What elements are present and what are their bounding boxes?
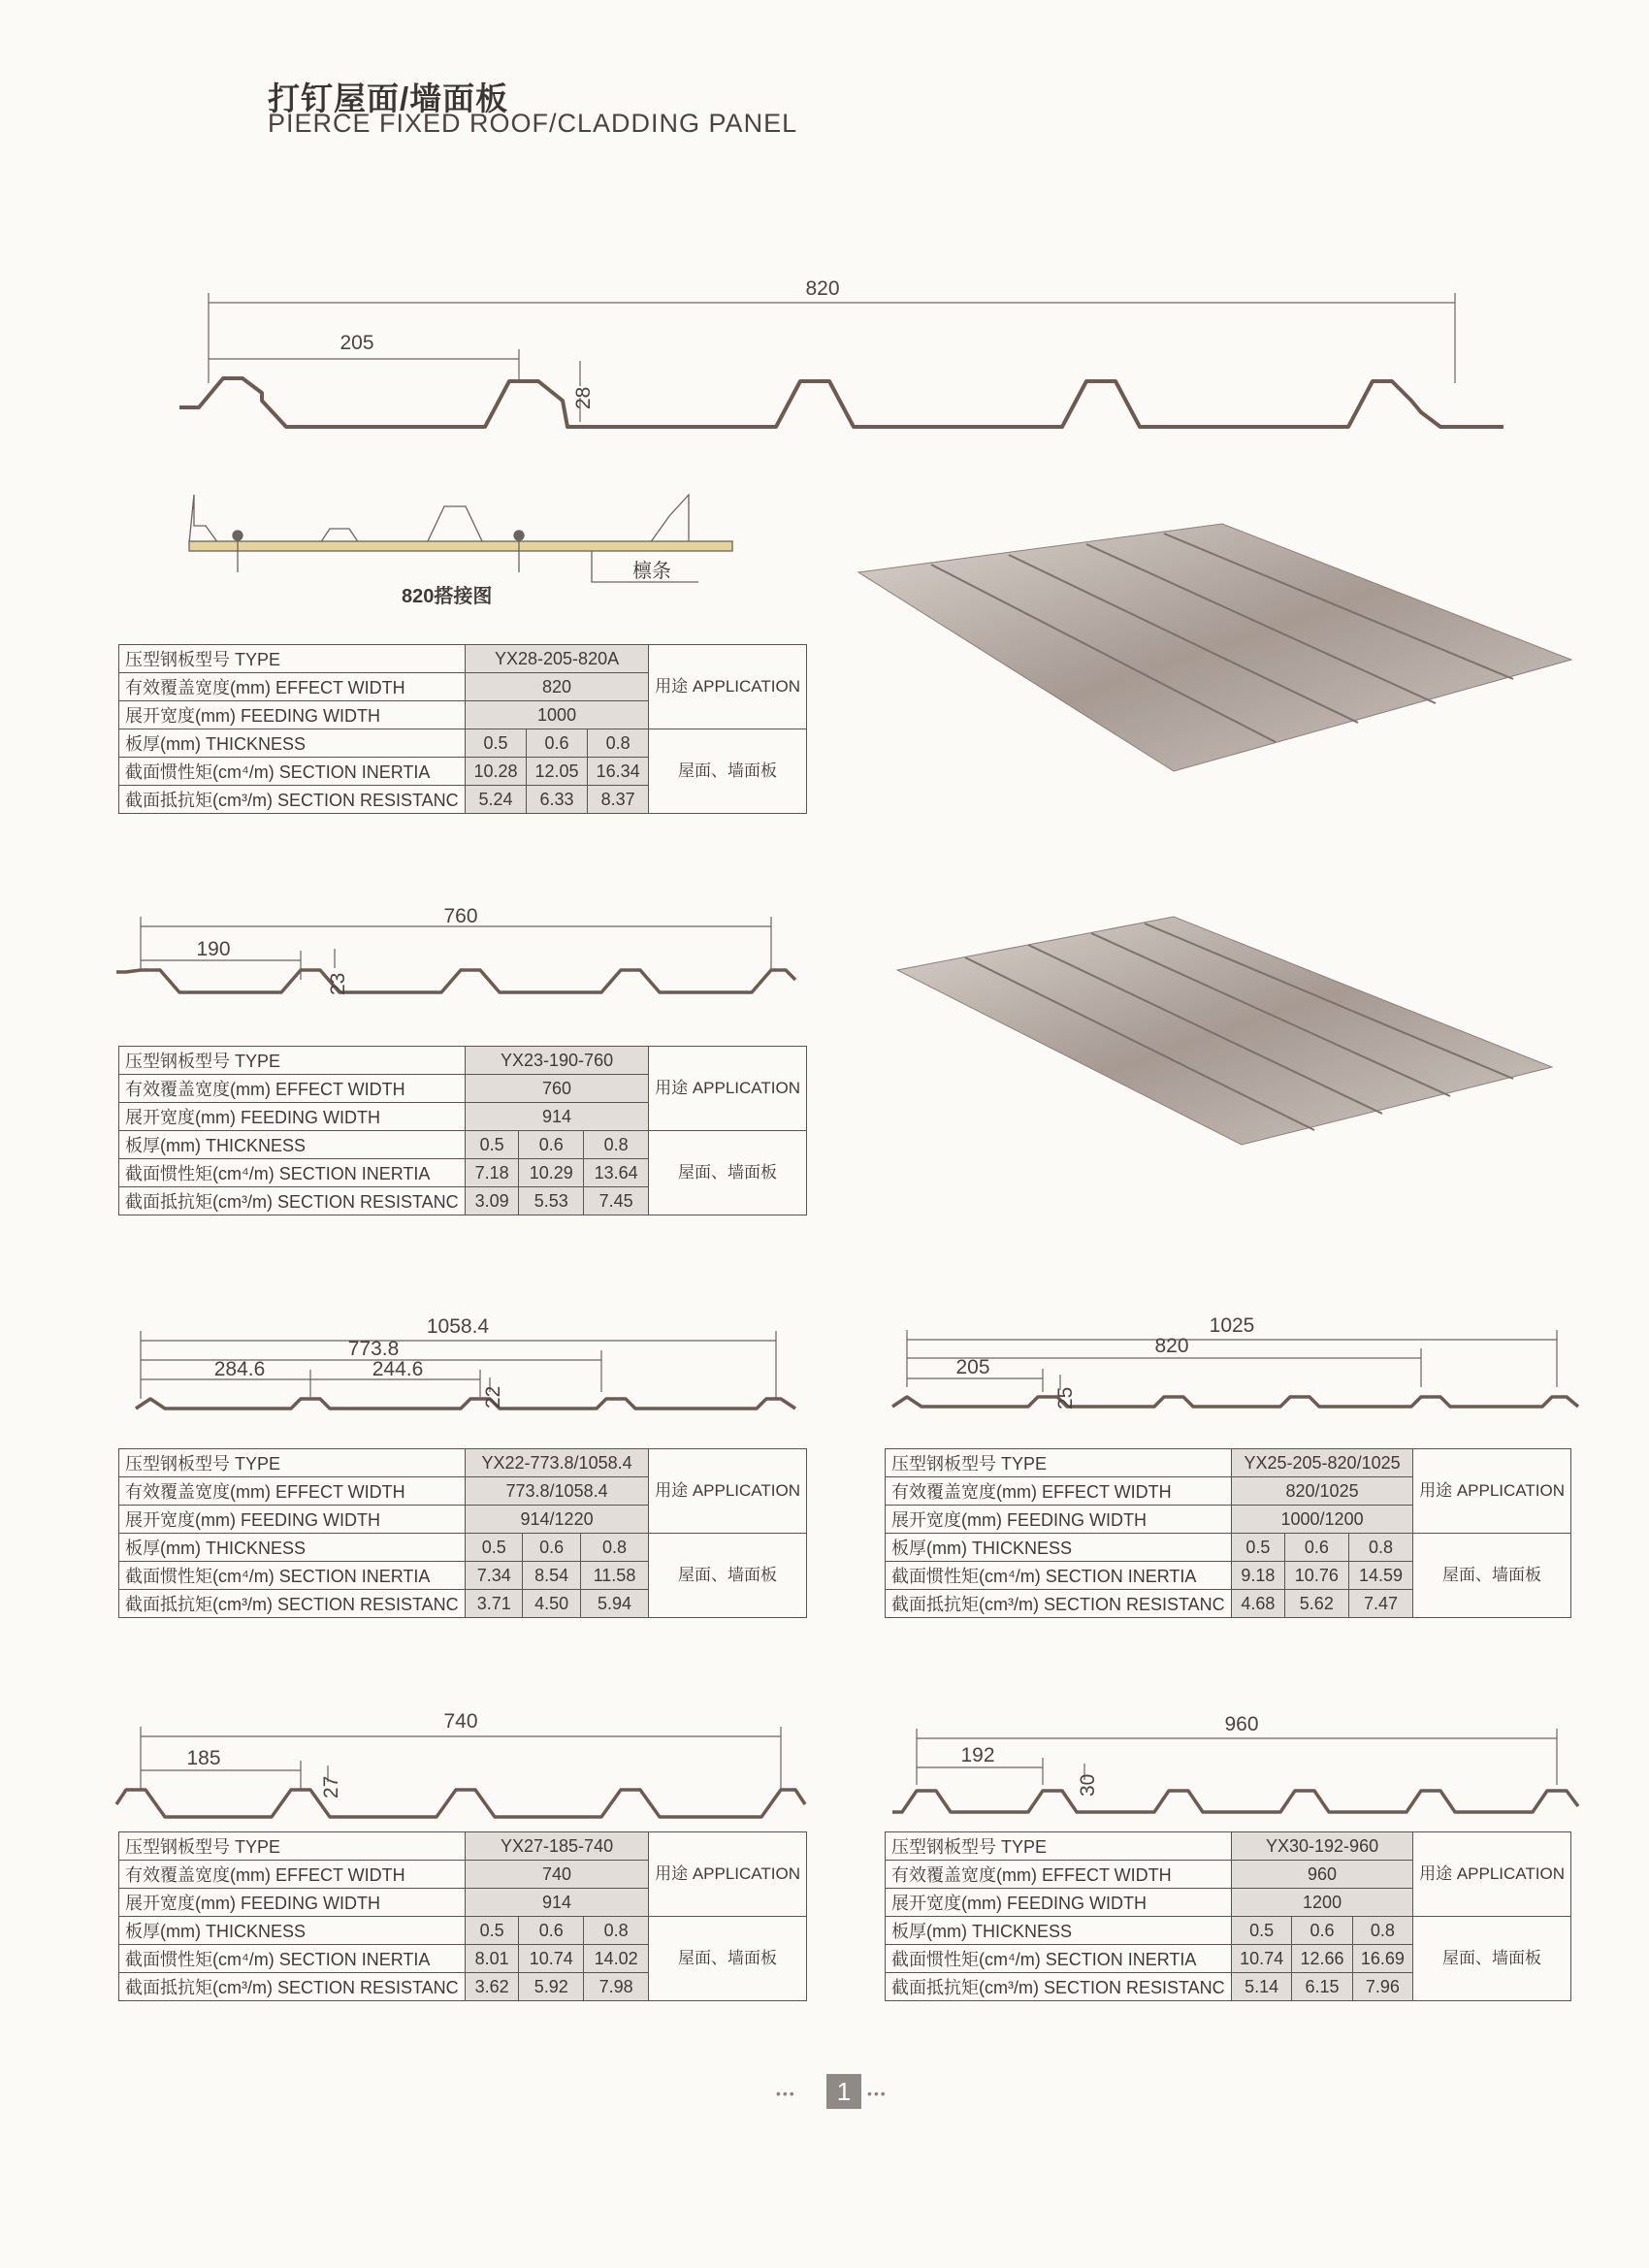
dim-mid-yx25: 820 xyxy=(1154,1335,1189,1357)
row-label: 有效覆盖宽度(mm) EFFECT WIDTH xyxy=(886,1477,1232,1506)
row-label: 展开宽度(mm) FEEDING WIDTH xyxy=(119,1103,466,1131)
row-label: 板厚(mm) THICKNESS xyxy=(119,1534,466,1562)
effect-width-value: 820/1025 xyxy=(1232,1477,1413,1506)
type-value: YX28-205-820A xyxy=(466,645,649,673)
resistance-value: 5.62 xyxy=(1284,1590,1348,1618)
dim-height-yx28: 28 xyxy=(572,386,595,409)
inertia-value: 8.01 xyxy=(466,1945,519,1973)
resistance-value: 3.62 xyxy=(466,1973,519,2001)
dim-total-yx28: 820 xyxy=(805,277,840,300)
resistance-value: 7.96 xyxy=(1352,1973,1412,2001)
page-indicator xyxy=(776,2074,912,2109)
feeding-width-value: 914 xyxy=(466,1889,649,1917)
application-value: 屋面、墙面板 xyxy=(1413,1917,1571,2001)
row-label: 展开宽度(mm) FEEDING WIDTH xyxy=(886,1889,1232,1917)
dim-pitch2-yx22: 244.6 xyxy=(372,1358,424,1380)
page-title-en: PIERCE FIXED ROOF/CLADDING PANEL xyxy=(268,109,798,138)
thickness-value: 0.8 xyxy=(584,1131,649,1159)
application-label: 用途 APPLICATION xyxy=(649,1449,807,1534)
profile-diagram-yx30 xyxy=(888,1713,1586,1824)
spec-table-yx25 xyxy=(885,1448,1571,1618)
dim-pitch-yx22: 284.6 xyxy=(213,1358,266,1380)
thickness-value: 0.5 xyxy=(466,1131,519,1159)
thickness-value: 0.5 xyxy=(1232,1917,1292,1945)
application-label: 用途 APPLICATION xyxy=(649,1047,807,1131)
row-label: 截面抵抗矩(cm³/m) SECTION RESISTANC xyxy=(119,786,466,814)
page-number: 1 xyxy=(826,2074,861,2109)
row-label: 截面抵抗矩(cm³/m) SECTION RESISTANC xyxy=(886,1973,1232,2001)
inertia-value: 16.69 xyxy=(1352,1945,1412,1973)
dim-pitch-yx27: 185 xyxy=(186,1747,221,1769)
spec-table-yx28 xyxy=(118,644,807,814)
dim-total-yx25: 1025 xyxy=(1209,1314,1255,1337)
thickness-value: 0.8 xyxy=(588,729,649,758)
resistance-value: 7.45 xyxy=(584,1187,649,1215)
resistance-value: 6.33 xyxy=(527,786,588,814)
inertia-value: 10.74 xyxy=(1232,1945,1292,1973)
overlap-diagram xyxy=(184,475,747,592)
inertia-value: 13.64 xyxy=(584,1159,649,1187)
inertia-value: 14.59 xyxy=(1348,1562,1412,1590)
resistance-value: 7.98 xyxy=(584,1973,649,2001)
feeding-width-value: 1000/1200 xyxy=(1232,1506,1413,1534)
row-label: 板厚(mm) THICKNESS xyxy=(886,1917,1232,1945)
row-label: 板厚(mm) THICKNESS xyxy=(119,1131,466,1159)
panel-photo-2 xyxy=(892,912,1552,1145)
profile-diagram-yx25 xyxy=(888,1314,1586,1421)
profile-diagram-yx22 xyxy=(121,1315,820,1426)
resistance-value: 7.47 xyxy=(1348,1590,1412,1618)
thickness-value: 0.6 xyxy=(1284,1534,1348,1562)
spec-table-yx22 xyxy=(118,1448,807,1618)
profile-diagram-yx23 xyxy=(112,905,810,1009)
spec-table-yx23 xyxy=(118,1046,807,1215)
thickness-value: 0.6 xyxy=(1292,1917,1352,1945)
feeding-width-value: 914/1220 xyxy=(466,1506,649,1534)
thickness-value: 0.5 xyxy=(466,1534,523,1562)
inertia-value: 8.54 xyxy=(523,1562,580,1590)
row-label: 压型钢板型号 TYPE xyxy=(886,1832,1232,1861)
row-label: 展开宽度(mm) FEEDING WIDTH xyxy=(886,1506,1232,1534)
inertia-value: 12.05 xyxy=(527,758,588,786)
dim-height-yx22: 22 xyxy=(482,1385,504,1409)
dim-total-yx23: 760 xyxy=(443,905,478,927)
feeding-width-value: 914 xyxy=(466,1103,649,1131)
feeding-width-value: 1000 xyxy=(466,701,649,729)
dim-height-yx27: 27 xyxy=(320,1775,342,1798)
row-label: 截面抵抗矩(cm³/m) SECTION RESISTANC xyxy=(886,1590,1232,1618)
dim-height-yx30: 30 xyxy=(1077,1773,1099,1797)
dim-mid-yx22: 773.8 xyxy=(347,1338,400,1360)
dim-pitch-yx30: 192 xyxy=(960,1744,995,1766)
profile-diagram-yx27 xyxy=(112,1712,810,1819)
inertia-value: 14.02 xyxy=(584,1945,649,1973)
row-label: 压型钢板型号 TYPE xyxy=(119,645,466,673)
inertia-value: 16.34 xyxy=(588,758,649,786)
inertia-value: 9.18 xyxy=(1232,1562,1285,1590)
type-value: YX27-185-740 xyxy=(466,1832,649,1861)
application-label: 用途 APPLICATION xyxy=(1413,1832,1571,1917)
pager-dots-right: ••• xyxy=(867,2086,888,2101)
row-label: 有效覆盖宽度(mm) EFFECT WIDTH xyxy=(119,1075,466,1103)
type-value: YX25-205-820/1025 xyxy=(1232,1449,1413,1477)
effect-width-value: 773.8/1058.4 xyxy=(466,1477,649,1506)
row-label: 压型钢板型号 TYPE xyxy=(119,1047,466,1075)
row-label: 压型钢板型号 TYPE xyxy=(119,1832,466,1861)
dim-height-yx23: 23 xyxy=(327,972,349,995)
inertia-value: 10.28 xyxy=(466,758,527,786)
dim-pitch-yx23: 190 xyxy=(196,938,231,960)
application-value: 屋面、墙面板 xyxy=(649,1534,807,1618)
row-label: 有效覆盖宽度(mm) EFFECT WIDTH xyxy=(886,1861,1232,1889)
application-value: 屋面、墙面板 xyxy=(649,1917,807,2001)
resistance-value: 3.71 xyxy=(466,1590,523,1618)
dim-pitch-yx28: 205 xyxy=(340,332,374,354)
row-label: 板厚(mm) THICKNESS xyxy=(886,1534,1232,1562)
resistance-value: 5.53 xyxy=(519,1187,584,1215)
inertia-value: 7.18 xyxy=(466,1159,519,1187)
row-label: 有效覆盖宽度(mm) EFFECT WIDTH xyxy=(119,1477,466,1506)
effect-width-value: 740 xyxy=(466,1861,649,1889)
panel-photo-1 xyxy=(854,514,1571,776)
row-label: 截面惯性矩(cm⁴/m) SECTION INERTIA xyxy=(119,1945,466,1973)
thickness-value: 0.6 xyxy=(519,1131,584,1159)
row-label: 截面抵抗矩(cm³/m) SECTION RESISTANC xyxy=(119,1973,466,2001)
profile-diagram-yx28 xyxy=(165,272,1523,446)
row-label: 展开宽度(mm) FEEDING WIDTH xyxy=(119,701,466,729)
dim-pitch-yx25: 205 xyxy=(955,1356,990,1378)
resistance-value: 8.37 xyxy=(588,786,649,814)
spec-table-yx27 xyxy=(118,1831,807,2001)
inertia-value: 10.76 xyxy=(1284,1562,1348,1590)
row-label: 压型钢板型号 TYPE xyxy=(886,1449,1232,1477)
application-value: 屋面、墙面板 xyxy=(649,1131,807,1215)
effect-width-value: 820 xyxy=(466,673,649,701)
dim-total-yx30: 960 xyxy=(1224,1713,1259,1735)
dim-total-yx27: 740 xyxy=(443,1710,478,1733)
thickness-value: 0.5 xyxy=(466,729,527,758)
resistance-value: 5.94 xyxy=(580,1590,648,1618)
application-value: 屋面、墙面板 xyxy=(649,729,807,814)
thickness-value: 0.6 xyxy=(523,1534,580,1562)
purlin-label: 檩条 xyxy=(632,561,671,582)
thickness-value: 0.6 xyxy=(527,729,588,758)
thickness-value: 0.5 xyxy=(1232,1534,1285,1562)
row-label: 有效覆盖宽度(mm) EFFECT WIDTH xyxy=(119,1861,466,1889)
resistance-value: 6.15 xyxy=(1292,1973,1352,2001)
pager-dots-left: ••• xyxy=(776,2086,796,2101)
type-value: YX30-192-960 xyxy=(1232,1832,1413,1861)
type-value: YX22-773.8/1058.4 xyxy=(466,1449,649,1477)
thickness-value: 0.8 xyxy=(1348,1534,1412,1562)
row-label: 截面惯性矩(cm⁴/m) SECTION INERTIA xyxy=(119,758,466,786)
row-label: 截面惯性矩(cm⁴/m) SECTION INERTIA xyxy=(119,1562,466,1590)
thickness-value: 0.8 xyxy=(580,1534,648,1562)
application-value: 屋面、墙面板 xyxy=(1413,1534,1571,1618)
row-label: 截面抵抗矩(cm³/m) SECTION RESISTANC xyxy=(119,1187,466,1215)
application-label: 用途 APPLICATION xyxy=(1413,1449,1571,1534)
type-value: YX23-190-760 xyxy=(466,1047,649,1075)
inertia-value: 10.29 xyxy=(519,1159,584,1187)
row-label: 展开宽度(mm) FEEDING WIDTH xyxy=(119,1889,466,1917)
inertia-value: 11.58 xyxy=(580,1562,648,1590)
row-label: 截面惯性矩(cm⁴/m) SECTION INERTIA xyxy=(886,1562,1232,1590)
thickness-value: 0.8 xyxy=(1352,1917,1412,1945)
row-label: 截面抵抗矩(cm³/m) SECTION RESISTANC xyxy=(119,1590,466,1618)
row-label: 截面惯性矩(cm⁴/m) SECTION INERTIA xyxy=(119,1159,466,1187)
resistance-value: 5.14 xyxy=(1232,1973,1292,2001)
application-label: 用途 APPLICATION xyxy=(649,1832,807,1917)
dim-total-yx22: 1058.4 xyxy=(426,1315,490,1338)
row-label: 截面惯性矩(cm⁴/m) SECTION INERTIA xyxy=(886,1945,1232,1973)
inertia-value: 7.34 xyxy=(466,1562,523,1590)
resistance-value: 4.68 xyxy=(1232,1590,1285,1618)
page-title-cn: 打钉屋面/墙面板 xyxy=(268,81,509,116)
resistance-value: 4.50 xyxy=(523,1590,580,1618)
row-label: 板厚(mm) THICKNESS xyxy=(119,1917,466,1945)
thickness-value: 0.8 xyxy=(584,1917,649,1945)
row-label: 压型钢板型号 TYPE xyxy=(119,1449,466,1477)
effect-width-value: 760 xyxy=(466,1075,649,1103)
row-label: 有效覆盖宽度(mm) EFFECT WIDTH xyxy=(119,673,466,701)
thickness-value: 0.6 xyxy=(519,1917,584,1945)
dim-height-yx25: 25 xyxy=(1054,1386,1077,1409)
application-label: 用途 APPLICATION xyxy=(649,645,807,729)
row-label: 展开宽度(mm) FEEDING WIDTH xyxy=(119,1506,466,1534)
inertia-value: 12.66 xyxy=(1292,1945,1352,1973)
spec-table-yx30 xyxy=(885,1831,1571,2001)
effect-width-value: 960 xyxy=(1232,1861,1413,1889)
thickness-value: 0.5 xyxy=(466,1917,519,1945)
overlap-caption: 820搭接图 xyxy=(402,586,493,607)
row-label: 板厚(mm) THICKNESS xyxy=(119,729,466,758)
resistance-value: 5.24 xyxy=(466,786,527,814)
resistance-value: 5.92 xyxy=(519,1973,584,2001)
inertia-value: 10.74 xyxy=(519,1945,584,1973)
resistance-value: 3.09 xyxy=(466,1187,519,1215)
feeding-width-value: 1200 xyxy=(1232,1889,1413,1917)
